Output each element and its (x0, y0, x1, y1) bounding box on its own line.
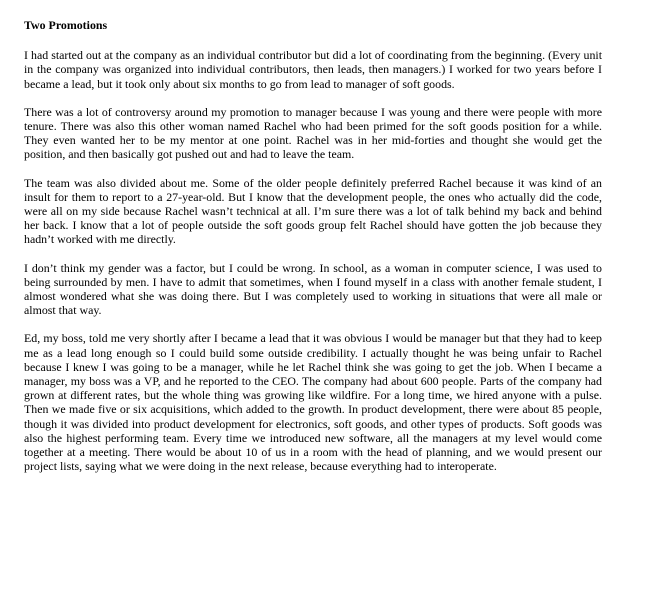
paragraph-1: I had started out at the company as an individual contributor but did a lot of coordinating from the beginning. (Every unit in the company was organized into individual contributors, then leads, then managers.) I worked for two years before I became a lead, but it took only about six months to go from lead to manager of soft goods. (24, 48, 602, 91)
document-page (24, 18, 602, 487)
paragraph-3: The team was also divided about me. Some of the older people definitely preferred Rachel because it was kind of an insult for them to report to a 27-year-old. But I know that the development people, the ones who actually did the code, were all on my side because Rachel wasn’t technical at all. I’m sure there was a lot of talk behind my back and behind her back. I know that a lot of people outside the soft goods group felt Rachel should have gotten the job because they hadn’t worked with me directly. (24, 175, 602, 247)
paragraph-4: I don’t think my gender was a factor, but I could be wrong. In school, as a woman in computer science, I was used to being surrounded by men. I have to admit that sometimes, when I found myself in a class with another female student, I almost wondered what she was doing there. But I was completely used to working in situations that were all male or almost that way. (24, 260, 602, 318)
paragraph-5: Ed, my boss, told me very shortly after I became a lead that it was obvious I would be manager but that they had to keep me as a lead long enough so I could build some outside credibility. I actually thought he was being unfair to Rachel because I knew I was going to be a manager, while he let Rachel think she was going to get the job. When I became a manager, my boss was a VP, and he reported to the CEO. The company had about 600 people. Parts of the company had grown at different rates, but the whole thing was growing like wildfire. For a long time, we hired anyone with a pulse. Then we made five or six acquisitions, which added to the growth. In product development, there were about 85 people, though it was divided into product development for electronics, soft goods, and other types of products. Soft goods was also the highest performing team. Every time we introduced new software, all the managers at my level would come together at a meeting. There would be about 10 of us in a room with the head of planning, and we would present our project lists, saying what we were doing in the next release, because everything had to interoperate. (24, 331, 602, 474)
paragraph-2: There was a lot of controversy around my promotion to manager because I was young and there were people with more tenure. There was also this other woman named Rachel who had been primed for the soft goods position for a while. They even wanted her to be my mentor at one point. Rachel was in her mid-forties and thought she would get the position, and then basically got pushed out and had to leave the team. (24, 104, 602, 162)
document-title: Two Promotions (24, 18, 108, 32)
